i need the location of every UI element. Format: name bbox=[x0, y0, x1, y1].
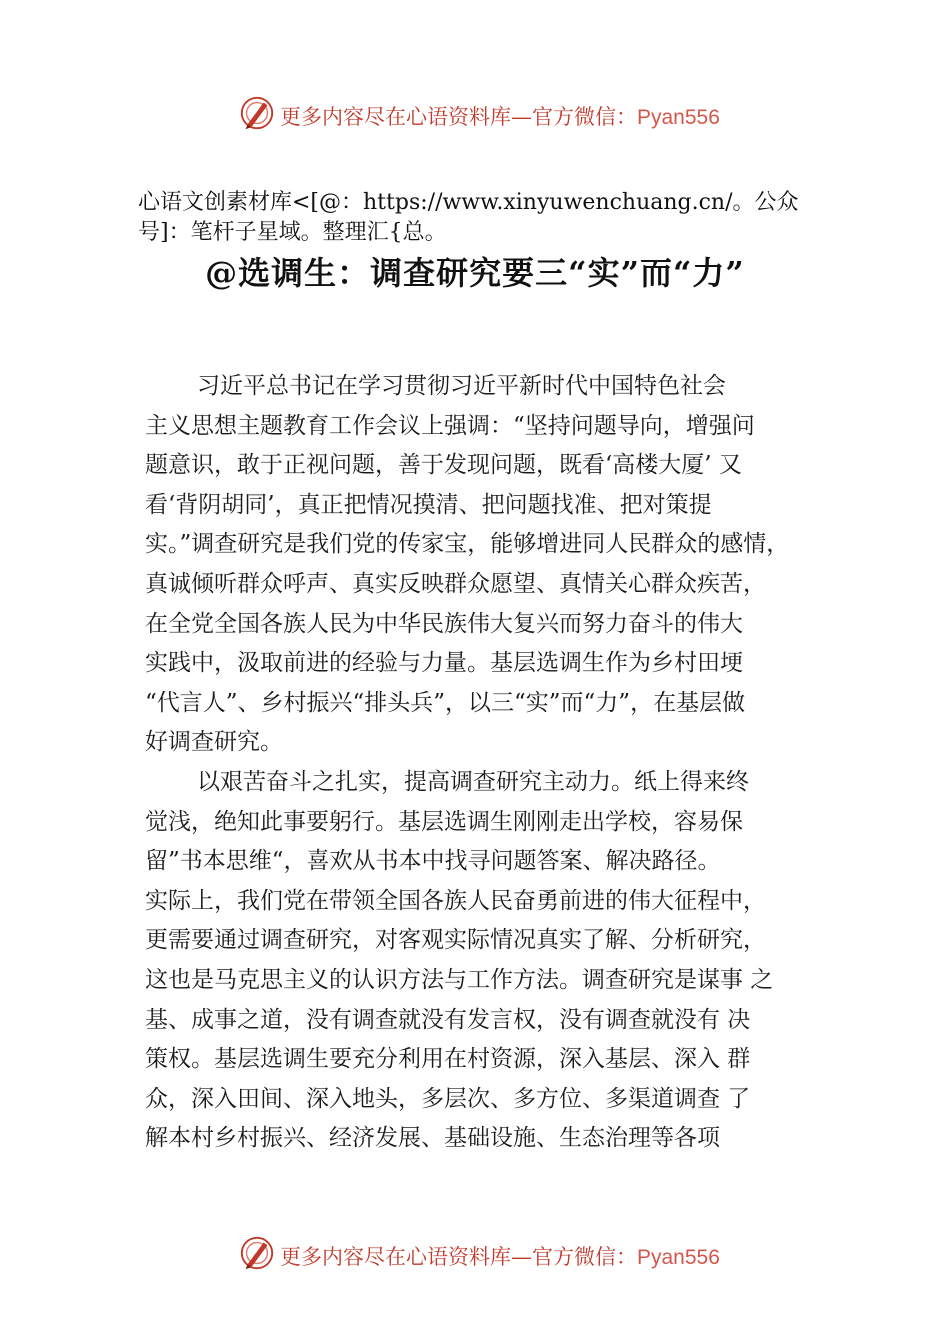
body-line: 策权。基层选调生要充分利用在村资源，深入基层、深入 群 bbox=[145, 1046, 751, 1073]
banner-promo-text: 更多内容尽在心语资料库 bbox=[280, 1245, 511, 1269]
body-line: 真诚倾听群众呼声、真实反映群众愿望、真情关心群众疾苦， bbox=[145, 570, 766, 597]
body-line: 主义思想主题教育工作会议上强调：“坚持问题导向，增强问 bbox=[145, 412, 755, 439]
banner-separator: — bbox=[511, 1245, 532, 1269]
banner-promo bbox=[280, 101, 720, 131]
body-line: 这也是马克思主义的认识方法与工作方法。调查研究是谋事 之 bbox=[145, 966, 774, 993]
body-line: 更需要通过调查研究，对客观实际情况真实了解、分析研究， bbox=[145, 927, 766, 954]
body-line: 实践中，汲取前进的经验与力量。基层选调生作为乡村田埂 bbox=[145, 650, 743, 677]
pen-logo-icon bbox=[238, 94, 276, 132]
body-line: 实际上，我们党在带领全国各族人民奋勇前进的伟大征程中， bbox=[145, 887, 766, 914]
banner-wechat-label: 官方微信： bbox=[532, 105, 637, 129]
header-banner bbox=[0, 92, 950, 136]
footer-banner bbox=[0, 1232, 950, 1276]
body-line: 习近平总书记在学习贯彻习近平新时代中国特色社会 bbox=[197, 373, 726, 399]
banner-wechat-label: 官方微信： bbox=[532, 1245, 637, 1269]
banner-promo-text: 更多内容尽在心语资料库 bbox=[280, 105, 511, 129]
paragraph-1 bbox=[145, 367, 825, 763]
body-line: 好调查研究。 bbox=[145, 729, 283, 756]
body-line: 看‘背阴胡同’，真正把情况摸清、把问题找准、把对策提 bbox=[145, 491, 712, 518]
source-line-2: 号]：笔杆子星域。整理汇{总。 bbox=[138, 220, 447, 245]
source-line-1: 心语文创素材库<[@：https://www.xinyuwenchuang.cn/。公众 bbox=[138, 190, 799, 215]
body-line: 众，深入田间、深入地头，多层次、多方位、多渠道调查 了 bbox=[145, 1085, 751, 1112]
body-line: 实。”调查研究是我们党的传家宝，能够增进同人民群众的感情， bbox=[145, 531, 790, 558]
article-title: @选调生：调查研究要三“实”而“力” bbox=[205, 254, 745, 292]
banner-wechat-id: Pyan556 bbox=[637, 106, 720, 129]
body-line: 在全党全国各族人民为中华民族伟大复兴而努力奋斗的伟大 bbox=[145, 610, 743, 637]
source-note bbox=[138, 188, 858, 248]
paragraph-2 bbox=[145, 763, 825, 1159]
body-line: 以艰苦奋斗之扎实，提高调查研究主动力。纸上得来终 bbox=[197, 768, 749, 795]
body-line: “代言人”、乡村振兴“排头兵”，以三“实”而“力”，在基层做 bbox=[145, 689, 746, 716]
body-line: 基、成事之道，没有调查就没有发言权，没有调查就没有 决 bbox=[145, 1006, 751, 1033]
body-line: 题意识，敢于正视问题，善于发现问题，既看‘高楼大厦’ 又 bbox=[145, 452, 742, 479]
banner-promo bbox=[280, 1241, 720, 1271]
banner-separator: — bbox=[511, 105, 532, 129]
body-line: 留”书本思维“，喜欢从书本中找寻问题答案、解决路径。 bbox=[145, 848, 721, 875]
pen-logo-icon bbox=[238, 1234, 276, 1272]
body-line: 解本村乡村振兴、经济发展、基础设施、生态治理等各项 bbox=[145, 1125, 720, 1152]
body-line: 觉浅，绝知此事要躬行。基层选调生刚刚走出学校，容易保 bbox=[145, 808, 743, 835]
article-body bbox=[145, 367, 825, 1159]
banner-wechat-id: Pyan556 bbox=[637, 1246, 720, 1269]
